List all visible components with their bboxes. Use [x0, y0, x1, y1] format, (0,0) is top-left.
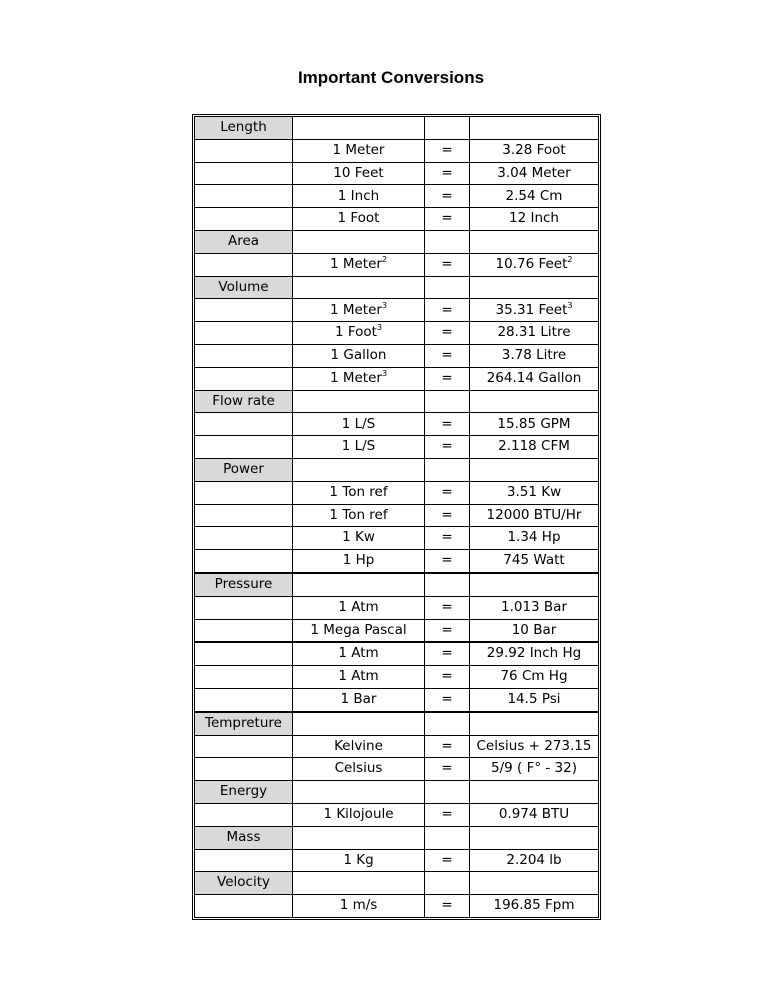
equals-sign: =: [425, 527, 470, 550]
conversion-row: [195, 735, 599, 758]
empty-cell: [195, 803, 293, 826]
conversion-row: [195, 642, 599, 665]
superscript-exponent: 3: [381, 300, 388, 310]
from-unit-cell: 1 Hp: [293, 550, 425, 573]
category-row: [195, 276, 599, 299]
category-label: Area: [195, 230, 293, 253]
conversion-row: [195, 803, 599, 826]
from-unit-cell: 1 Meter$^3$: [293, 299, 425, 322]
to-unit-cell: 2.118 CFM: [470, 436, 599, 459]
conversion-row: [195, 139, 599, 162]
equals-sign: =: [425, 253, 470, 276]
conversion-row: [195, 758, 599, 781]
to-unit-cell: 1.013 Bar: [470, 596, 599, 619]
page-title: Important Conversions: [297, 68, 485, 87]
conversion-row: [195, 299, 599, 322]
from-unit-cell: 1 L/S: [293, 436, 425, 459]
empty-cell: [195, 504, 293, 527]
from-unit-cell: 1 L/S: [293, 413, 425, 436]
from-unit-cell: 1 Kilojoule: [293, 803, 425, 826]
conversion-row: [195, 849, 599, 872]
category-row: [195, 390, 599, 413]
to-unit-cell: 3.28 Foot: [470, 139, 599, 162]
empty-cell: [195, 322, 293, 345]
equals-sign: =: [425, 596, 470, 619]
category-row: [195, 117, 599, 140]
conversion-row: [195, 185, 599, 208]
category-row: [195, 230, 599, 253]
category-row: [195, 573, 599, 596]
category-row: [195, 712, 599, 735]
empty-cell: [470, 117, 599, 140]
empty-cell: [195, 550, 293, 573]
conversion-row: [195, 436, 599, 459]
empty-cell: [195, 758, 293, 781]
empty-cell: [293, 230, 425, 253]
category-label: Volume: [195, 276, 293, 299]
equals-sign: =: [425, 413, 470, 436]
empty-cell: [293, 117, 425, 140]
from-unit-cell: 1 Foot: [293, 208, 425, 231]
from-unit-cell: 1 Ton ref: [293, 481, 425, 504]
to-unit-cell: 3.51 Kw: [470, 481, 599, 504]
from-unit-cell: 1 Mega Pascal: [293, 619, 425, 642]
empty-cell: [425, 781, 470, 804]
category-row: [195, 781, 599, 804]
superscript-exponent: 3: [376, 323, 383, 333]
category-label: Velocity: [195, 872, 293, 895]
conversion-row: [195, 481, 599, 504]
to-unit-cell: 745 Watt: [470, 550, 599, 573]
empty-cell: [195, 642, 293, 665]
to-unit-cell: 264.14 Gallon: [470, 367, 599, 390]
from-unit-cell: 1 Atm: [293, 642, 425, 665]
empty-cell: [470, 781, 599, 804]
empty-cell: [293, 390, 425, 413]
conversion-row: [195, 208, 599, 231]
equals-sign: =: [425, 344, 470, 367]
empty-cell: [293, 826, 425, 849]
empty-cell: [293, 573, 425, 596]
conversion-row: [195, 413, 599, 436]
equals-sign: =: [425, 504, 470, 527]
empty-cell: [195, 735, 293, 758]
to-unit-cell: Celsius + 273.15: [470, 735, 599, 758]
empty-cell: [293, 781, 425, 804]
from-unit-cell: 1 Foot$^3$: [293, 322, 425, 345]
empty-cell: [470, 826, 599, 849]
from-unit-cell: 1 Inch: [293, 185, 425, 208]
to-unit-cell: 5/9 ( F° - 32): [470, 758, 599, 781]
to-unit-cell: 35.31 Feet$^3$: [470, 299, 599, 322]
equals-sign: =: [425, 299, 470, 322]
to-unit-cell: 196.85 Fpm: [470, 895, 599, 918]
from-unit-cell: 1 Kg: [293, 849, 425, 872]
from-unit-cell: 1 Atm: [293, 596, 425, 619]
empty-cell: [425, 872, 470, 895]
empty-cell: [293, 712, 425, 735]
empty-cell: [195, 436, 293, 459]
conversion-row: [195, 688, 599, 711]
empty-cell: [195, 666, 293, 689]
from-unit-cell: 1 Meter: [293, 139, 425, 162]
equals-sign: =: [425, 481, 470, 504]
to-unit-cell: 10 Bar: [470, 619, 599, 642]
empty-cell: [470, 276, 599, 299]
equals-sign: =: [425, 735, 470, 758]
equals-sign: =: [425, 642, 470, 665]
to-unit-cell: 2.204 lb: [470, 849, 599, 872]
empty-cell: [195, 413, 293, 436]
to-unit-cell: 3.04 Meter: [470, 162, 599, 185]
equals-sign: =: [425, 895, 470, 918]
from-unit-cell: 1 Bar: [293, 688, 425, 711]
to-unit-cell: 3.78 Litre: [470, 344, 599, 367]
equals-sign: =: [425, 322, 470, 345]
empty-cell: [195, 185, 293, 208]
empty-cell: [425, 276, 470, 299]
category-label: Power: [195, 458, 293, 481]
category-label: Mass: [195, 826, 293, 849]
empty-cell: [425, 230, 470, 253]
to-unit-cell: 12000 BTU/Hr: [470, 504, 599, 527]
from-unit-cell: Celsius: [293, 758, 425, 781]
empty-cell: [425, 390, 470, 413]
conversion-table: [194, 116, 599, 918]
category-row: [195, 872, 599, 895]
empty-cell: [195, 849, 293, 872]
from-unit-cell: 1 Ton ref: [293, 504, 425, 527]
empty-cell: [425, 826, 470, 849]
empty-cell: [195, 619, 293, 642]
empty-cell: [470, 573, 599, 596]
conversion-row: [195, 367, 599, 390]
from-unit-cell: 1 m/s: [293, 895, 425, 918]
category-row: [195, 458, 599, 481]
category-label: Tempreture: [195, 712, 293, 735]
conversion-table-body: [195, 117, 599, 918]
category-label: Length: [195, 117, 293, 140]
empty-cell: [470, 390, 599, 413]
from-unit-cell: Kelvine: [293, 735, 425, 758]
from-unit-cell: 1 Meter$^3$: [293, 367, 425, 390]
empty-cell: [470, 872, 599, 895]
conversion-row: [195, 322, 599, 345]
to-unit-cell: 15.85 GPM: [470, 413, 599, 436]
to-unit-cell: 12 Inch: [470, 208, 599, 231]
empty-cell: [195, 208, 293, 231]
category-label: Flow rate: [195, 390, 293, 413]
superscript-exponent: 2: [381, 254, 388, 264]
conversion-row: [195, 619, 599, 642]
superscript-exponent: 3: [567, 300, 573, 310]
to-unit-cell: 0.974 BTU: [470, 803, 599, 826]
to-unit-cell: 76 Cm Hg: [470, 666, 599, 689]
equals-sign: =: [425, 758, 470, 781]
equals-sign: =: [425, 139, 470, 162]
equals-sign: =: [425, 666, 470, 689]
conversion-row: [195, 253, 599, 276]
category-row: [195, 826, 599, 849]
empty-cell: [195, 688, 293, 711]
to-unit-cell: 28.31 Litre: [470, 322, 599, 345]
empty-cell: [195, 527, 293, 550]
empty-cell: [425, 117, 470, 140]
category-label: Energy: [195, 781, 293, 804]
equals-sign: =: [425, 162, 470, 185]
from-unit-cell: 1 Kw: [293, 527, 425, 550]
empty-cell: [195, 481, 293, 504]
empty-cell: [470, 230, 599, 253]
to-unit-cell: 29.92 Inch Hg: [470, 642, 599, 665]
equals-sign: =: [425, 688, 470, 711]
from-unit-cell: 1 Gallon: [293, 344, 425, 367]
equals-sign: =: [425, 619, 470, 642]
conversion-row: [195, 344, 599, 367]
to-unit-cell: 2.54 Cm: [470, 185, 599, 208]
empty-cell: [195, 596, 293, 619]
from-unit-cell: 1 Meter$^2$: [293, 253, 425, 276]
conversion-row: [195, 162, 599, 185]
empty-cell: [293, 872, 425, 895]
conversion-row: [195, 504, 599, 527]
equals-sign: =: [425, 208, 470, 231]
conversion-row: [195, 550, 599, 573]
empty-cell: [293, 276, 425, 299]
empty-cell: [195, 895, 293, 918]
empty-cell: [195, 139, 293, 162]
conversion-row: [195, 666, 599, 689]
empty-cell: [195, 162, 293, 185]
equals-sign: =: [425, 185, 470, 208]
empty-cell: [195, 367, 293, 390]
empty-cell: [195, 299, 293, 322]
empty-cell: [425, 458, 470, 481]
equals-sign: =: [425, 849, 470, 872]
superscript-exponent: 3: [381, 368, 388, 378]
empty-cell: [195, 253, 293, 276]
category-label: Pressure: [195, 573, 293, 596]
conversion-table-frame: [192, 114, 601, 920]
empty-cell: [470, 458, 599, 481]
from-unit-cell: 1 Atm: [293, 666, 425, 689]
equals-sign: =: [425, 550, 470, 573]
empty-cell: [425, 573, 470, 596]
equals-sign: =: [425, 436, 470, 459]
conversion-row: [195, 895, 599, 918]
empty-cell: [195, 344, 293, 367]
conversion-row: [195, 596, 599, 619]
equals-sign: =: [425, 367, 470, 390]
to-unit-cell: 1.34 Hp: [470, 527, 599, 550]
superscript-exponent: 2: [567, 254, 573, 264]
from-unit-cell: 10 Feet: [293, 162, 425, 185]
empty-cell: [293, 458, 425, 481]
equals-sign: =: [425, 803, 470, 826]
empty-cell: [470, 712, 599, 735]
to-unit-cell: 10.76 Feet$^2$: [470, 253, 599, 276]
empty-cell: [425, 712, 470, 735]
to-unit-cell: 14.5 Psi: [470, 688, 599, 711]
conversion-row: [195, 527, 599, 550]
